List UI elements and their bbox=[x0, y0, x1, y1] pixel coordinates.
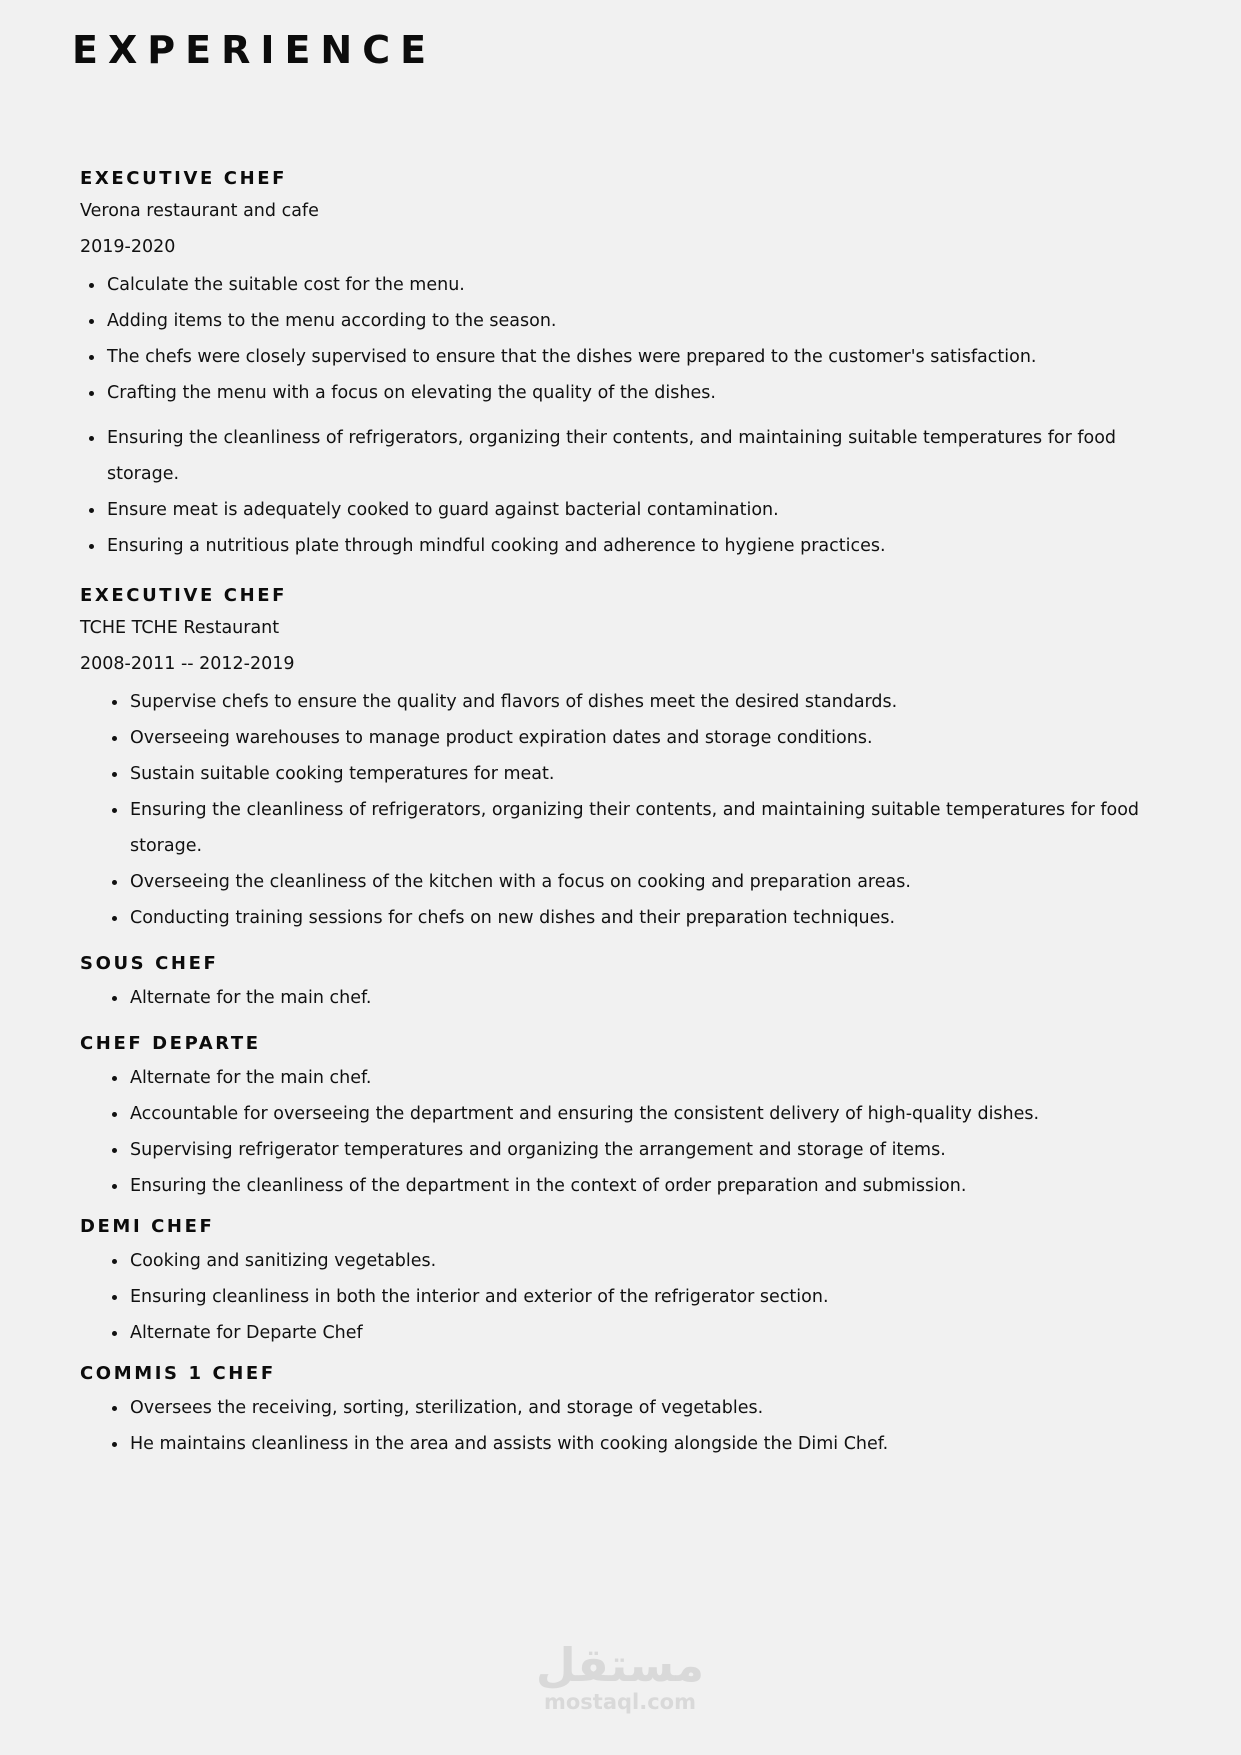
job-title: CHEF DEPARTE bbox=[80, 1033, 261, 1054]
duty-item: Ensuring a nutritious plate through mindful cooking and adherence to hygiene practices. bbox=[107, 528, 1170, 564]
duty-item: Cooking and sanitizing vegetables. bbox=[130, 1243, 1170, 1279]
duty-item: He maintains cleanliness in the area and assists with cooking alongside the Dimi Chef. bbox=[130, 1426, 1170, 1462]
duty-item: Ensuring the cleanliness of the department in the context of order preparation and submission. bbox=[130, 1168, 1170, 1204]
job-employer: Verona restaurant and cafe bbox=[80, 201, 319, 221]
duty-list bbox=[80, 1060, 1170, 1204]
job-title: EXECUTIVE CHEF bbox=[80, 168, 288, 189]
duty-item: Oversees the receiving, sorting, sterilization, and storage of vegetables. bbox=[130, 1390, 1170, 1426]
job-dates: 2008-2011 -- 2012-2019 bbox=[80, 654, 295, 674]
duty-list bbox=[80, 1243, 1170, 1351]
duty-item: Ensuring the cleanliness of refrigerators, organizing their contents, and maintaining suitable temperatures for food storage. bbox=[107, 420, 1170, 492]
job-entry bbox=[80, 165, 1170, 564]
watermark-url: mostaql.com bbox=[544, 1690, 696, 1714]
duty-item: Alternate for the main chef. bbox=[130, 980, 1170, 1016]
duty-item: Supervise chefs to ensure the quality and flavors of dishes meet the desired standards. bbox=[130, 684, 1170, 720]
watermark-logo: مستقل bbox=[535, 1638, 705, 1692]
duty-item: Overseeing the cleanliness of the kitchen with a focus on cooking and preparation areas. bbox=[130, 864, 1170, 900]
duty-item: Ensuring cleanliness in both the interior and exterior of the refrigerator section. bbox=[130, 1279, 1170, 1315]
duty-item: Ensure meat is adequately cooked to guard against bacterial contamination. bbox=[107, 492, 1170, 528]
duty-item: Adding items to the menu according to the season. bbox=[107, 303, 1170, 339]
job-entry bbox=[80, 950, 1170, 1016]
page-title: EXPERIENCE bbox=[72, 28, 437, 72]
duty-item: The chefs were closely supervised to ensure that the dishes were prepared to the customer's satisfaction. bbox=[107, 339, 1170, 375]
duty-list bbox=[80, 980, 1170, 1016]
watermark bbox=[520, 1640, 720, 1714]
duty-item: Supervising refrigerator temperatures and organizing the arrangement and storage of items. bbox=[130, 1132, 1170, 1168]
job-title: COMMIS 1 CHEF bbox=[80, 1363, 276, 1384]
job-entry bbox=[80, 1360, 1170, 1462]
job-dates: 2019-2020 bbox=[80, 237, 176, 257]
duty-item: Sustain suitable cooking temperatures for meat. bbox=[130, 756, 1170, 792]
duty-item: Alternate for the main chef. bbox=[130, 1060, 1170, 1096]
duty-item: Calculate the suitable cost for the menu. bbox=[107, 267, 1170, 303]
duty-item: Alternate for Departe Chef bbox=[130, 1315, 1170, 1351]
duty-list bbox=[80, 267, 1170, 564]
experience-list bbox=[80, 165, 1170, 1462]
duty-list bbox=[80, 1390, 1170, 1462]
job-title: EXECUTIVE CHEF bbox=[80, 585, 288, 606]
duty-list bbox=[80, 684, 1170, 936]
duty-item: Conducting training sessions for chefs on new dishes and their preparation techniques. bbox=[130, 900, 1170, 936]
duty-item: Crafting the menu with a focus on elevating the quality of the dishes. bbox=[107, 375, 1170, 411]
job-entry bbox=[80, 1213, 1170, 1351]
job-entry bbox=[80, 1030, 1170, 1204]
job-title: DEMI CHEF bbox=[80, 1216, 215, 1237]
duty-item: Accountable for overseeing the department and ensuring the consistent delivery of high-quality dishes. bbox=[130, 1096, 1170, 1132]
duty-item: Overseeing warehouses to manage product expiration dates and storage conditions. bbox=[130, 720, 1170, 756]
job-title: SOUS CHEF bbox=[80, 953, 219, 974]
duty-item: Ensuring the cleanliness of refrigerators, organizing their contents, and maintaining suitable temperatures for food storage. bbox=[130, 792, 1170, 864]
job-entry bbox=[80, 582, 1170, 936]
job-employer: TCHE TCHE Restaurant bbox=[80, 618, 280, 638]
